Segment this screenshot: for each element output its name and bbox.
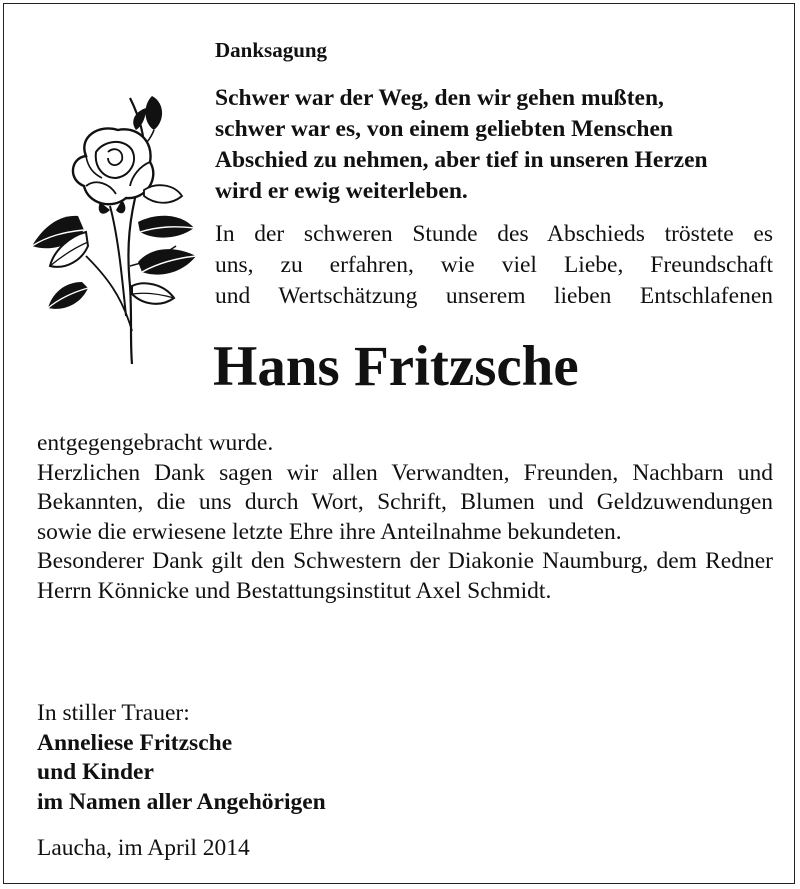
paragraph: Besonderer Dank gilt den Schwestern der Diakonie Naumburg, dem Redner Herrn Könnicke und Bestattungsinstitut Axel Schmidt. [37, 548, 773, 604]
quote-line: Abschied zu nehmen, aber tief in unseren Herzen [215, 147, 708, 173]
paragraph: entgegengebracht wurde. [37, 430, 274, 456]
deceased-name: Hans Fritzsche [213, 335, 579, 398]
quote-line: wird er ewig weiterleben. [215, 178, 468, 204]
signoff-block [37, 699, 637, 817]
quote-line: Schwer war der Weg, den wir gehen mußten, [215, 85, 664, 111]
notice-title: Danksagung [215, 38, 328, 62]
intro-line: uns, zu erfahren, wie viel Liebe, Freundschaft [215, 252, 773, 278]
paragraph: Herzlichen Dank sagen wir allen Verwandten, Freunden, Nachbarn und Bekannten, die uns durch Wort, Schrift, Blumen und Geldzuwendungen sowie die erwiesene letzte Ehre ihre Anteilnahme bekundeten. [37, 459, 773, 545]
signoff-name: und Kinder [37, 759, 154, 785]
intro-line: und Wertschätzung unserem lieben Entschlafenen [215, 283, 773, 309]
place-date: Laucha, im April 2014 [37, 835, 250, 861]
rose-icon [26, 86, 198, 366]
signoff-name: im Namen aller Angehörigen [37, 788, 326, 815]
quote-block [215, 83, 785, 207]
obituary-notice [3, 3, 795, 884]
intro-line: In der schweren Stunde des Abschieds tröstete es [215, 221, 773, 247]
intro-text [215, 219, 773, 312]
signoff-name: Anneliese Fritzsche [37, 729, 233, 756]
quote-line: schwer war es, von einem geliebten Menschen [215, 116, 673, 142]
signoff-intro: In stiller Trauer: [37, 700, 190, 726]
thanks-text [37, 429, 773, 606]
